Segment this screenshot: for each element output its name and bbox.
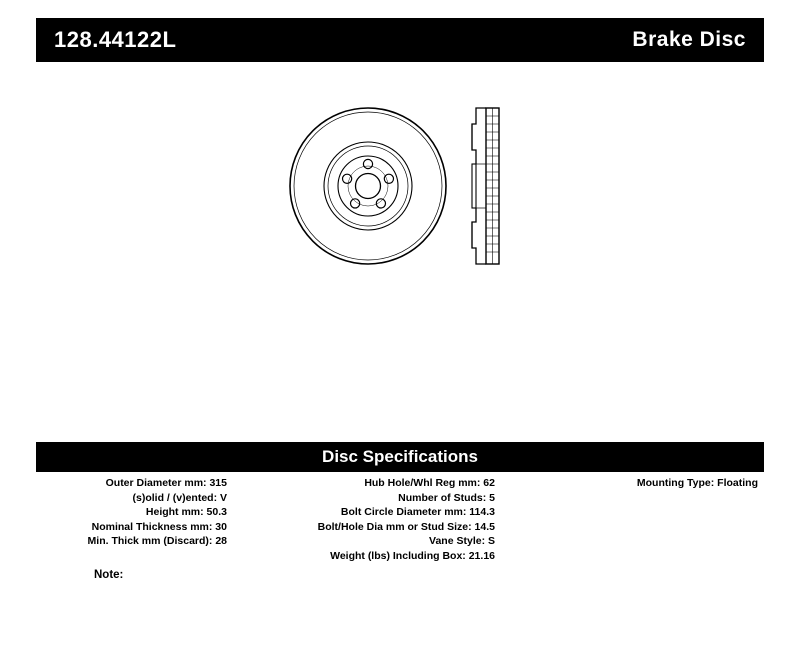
spec-item: Weight (lbs) Including Box: 21.16 [330,549,495,562]
product-type: Brake Disc [632,28,746,51]
header-bar [36,18,764,62]
spec-column-1 [36,476,231,549]
spec-item: Vane Style: S [429,535,495,547]
rotor-face-icon [290,108,446,264]
spec-item: (s)olid / (v)ented: V [132,491,227,504]
spec-item: Bolt Circle Diameter mm: 114.3 [340,506,495,518]
spec-item: Min. Thick mm (Discard): 28 [87,535,227,547]
spec-column-3 [499,476,764,491]
spec-section-header [36,442,764,472]
spec-item: Number of Studs: 5 [398,491,495,504]
spec-item: Bolt/Hole Dia mm or Stud Size: 14.5 [317,520,495,533]
spec-item: Hub Hole/Whl Reg mm: 62 [364,477,495,489]
spec-section-title: Disc Specifications [322,447,478,466]
part-number: 128.44122L [54,27,177,52]
spec-item: Outer Diameter mm: 315 [105,477,227,489]
brake-rotor-illustration [280,90,540,290]
spec-table [36,476,764,563]
spec-item: Height mm: 50.3 [145,506,227,518]
note-label: Note: [94,569,124,581]
spec-item: Mounting Type: Floating [636,477,758,489]
spec-column-2 [231,476,499,563]
rotor-cross-section-icon [472,108,499,264]
spec-item: Nominal Thickness mm: 30 [91,520,227,533]
